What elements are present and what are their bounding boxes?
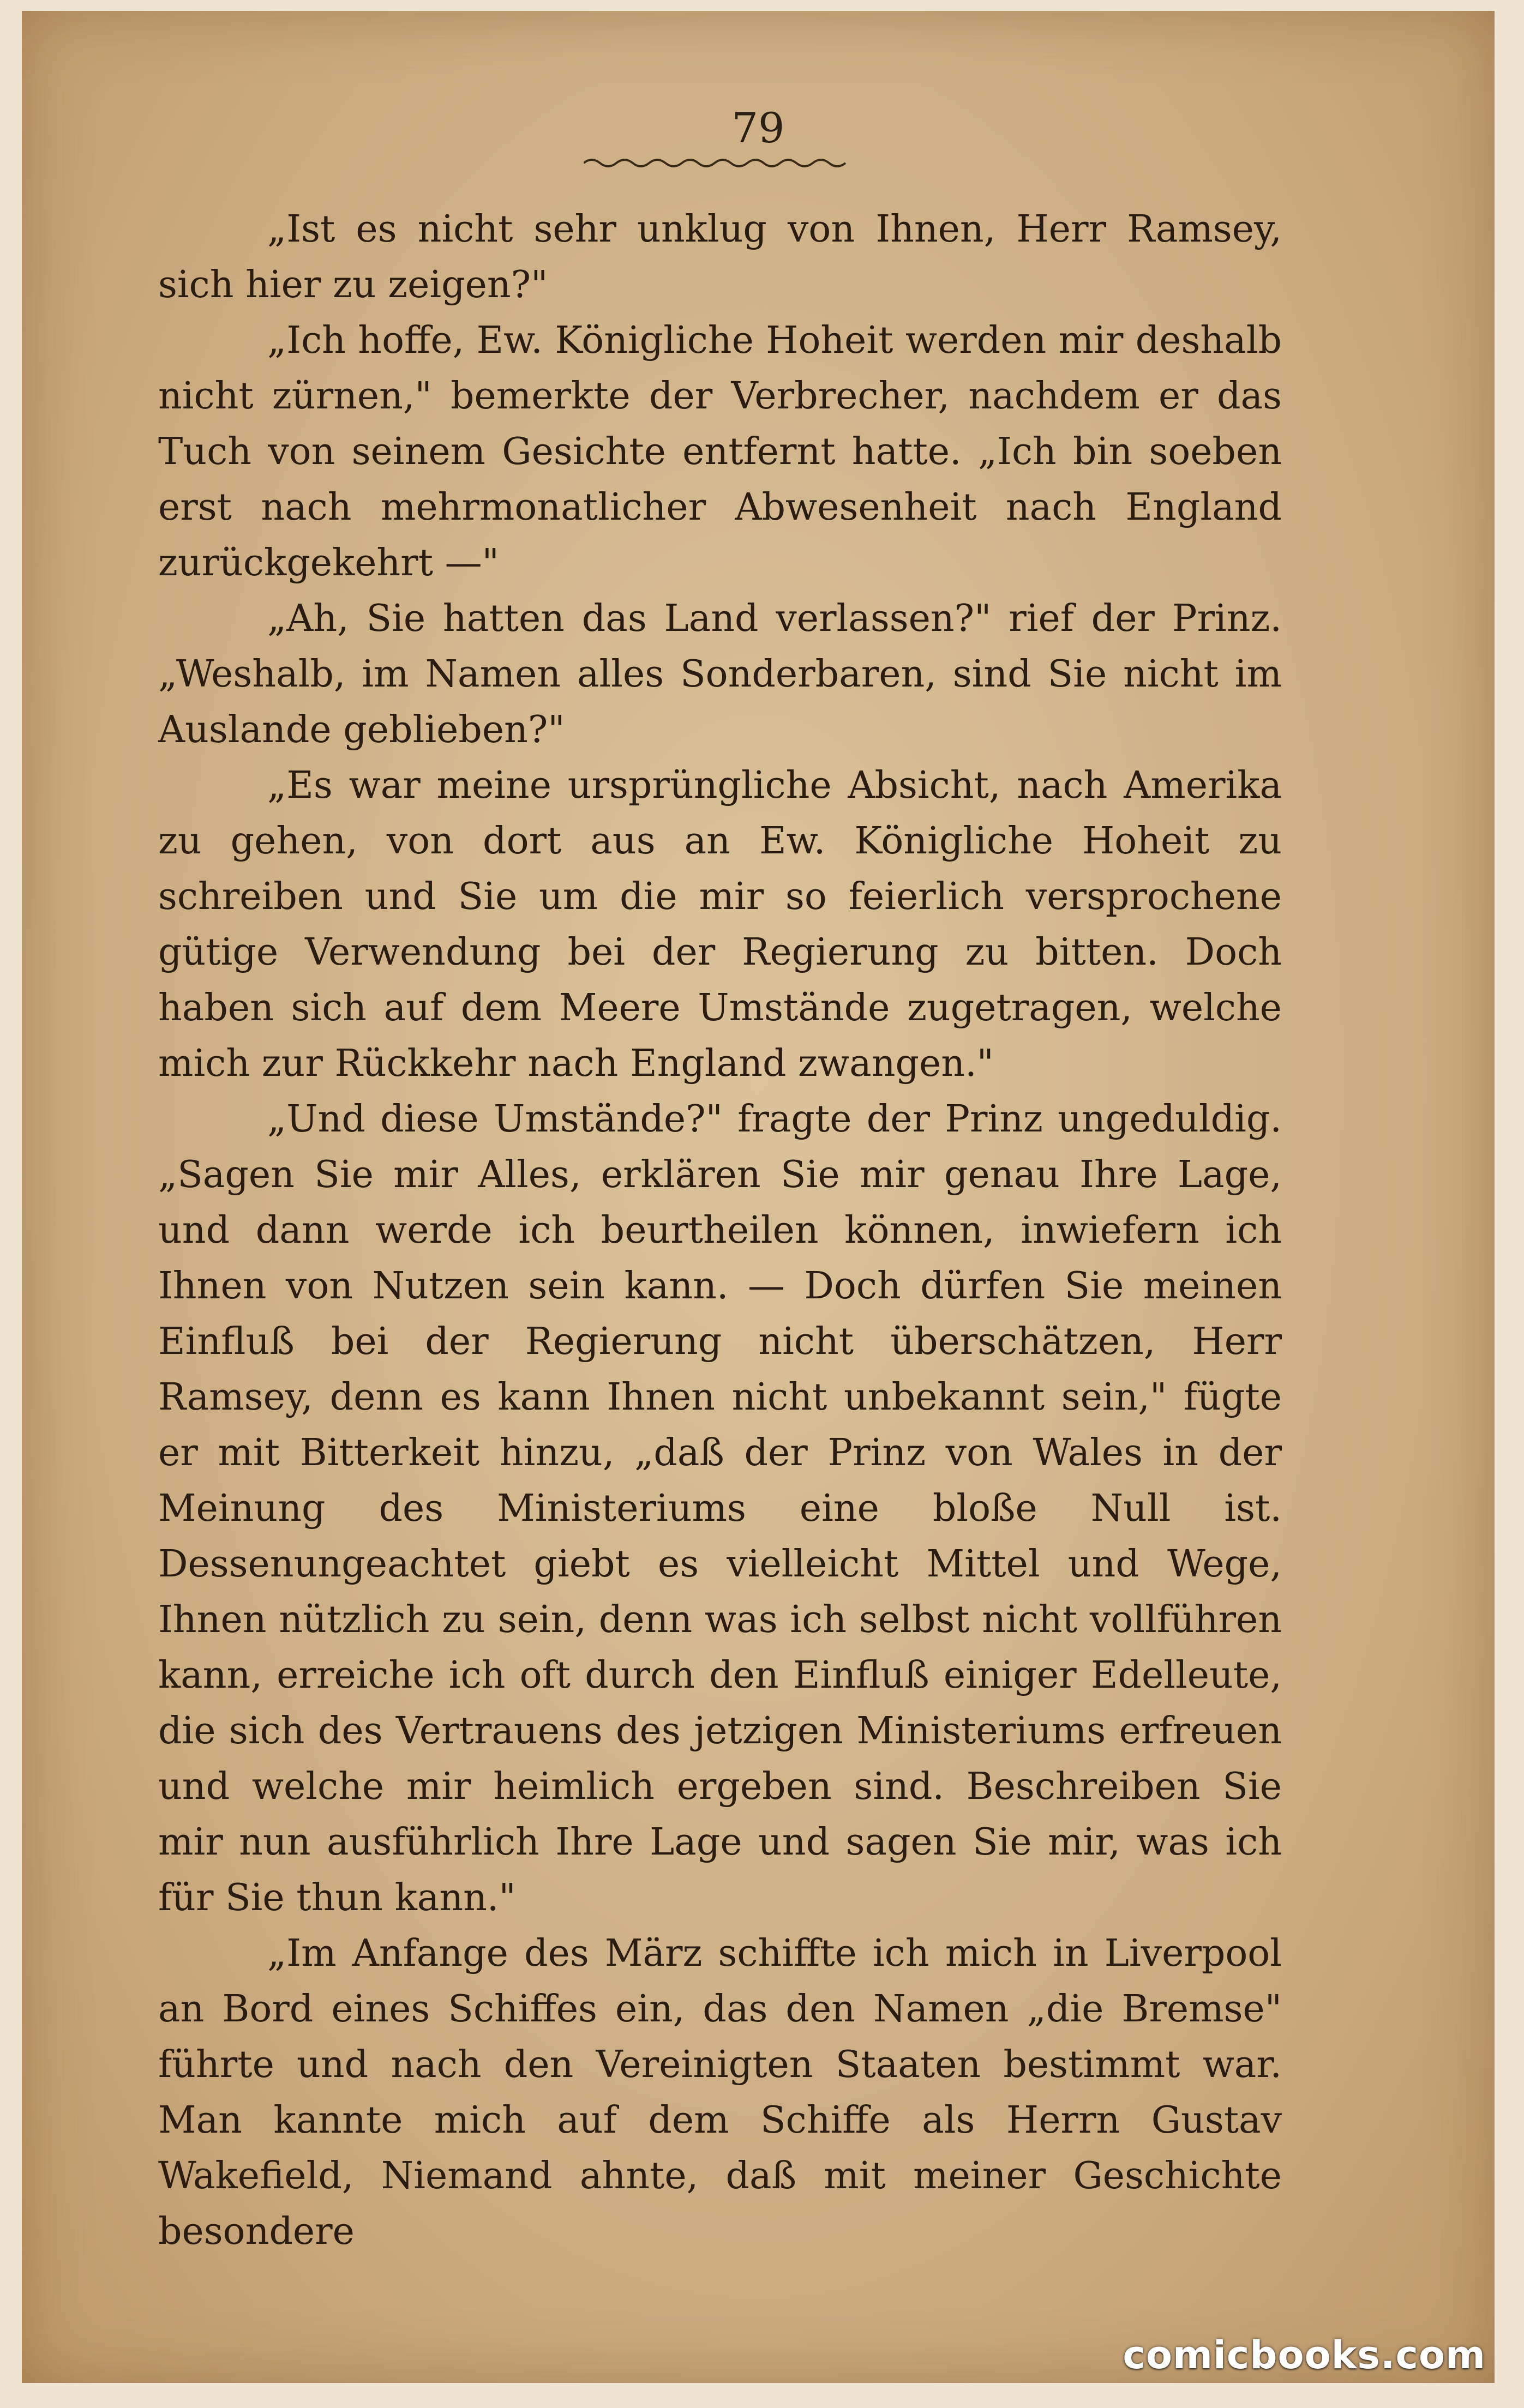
paragraph: „Es war meine ursprüngliche Absicht, nach Amerika zu gehen, von dort aus an Ew. Königliche Hoheit zu schreiben und Sie um die mir so feierlich versprochene gütige Verwendung bei der Regierung zu bitten. Doch haben sich auf dem Meere Umstände zugetragen, welche mich zur Rückkehr nach England zwangen." bbox=[158, 764, 1282, 1085]
paragraph: „Ich hoffe, Ew. Königliche Hoheit werden mir deshalb nicht zürnen," bemerkte der Verbrecher, nachdem er das Tuch von seinem Gesichte entfernt hatte. „Ich bin soeben erst nach mehrmonatlicher Abwesenheit nach England zurückgekehrt —" bbox=[158, 319, 1282, 585]
paragraph: „Ist es nicht sehr unklug von Ihnen, Herr Ramsey, sich hier zu zeigen?" bbox=[158, 208, 1282, 306]
paragraph: „Und diese Umstände?" fragte der Prinz ungeduldig. „Sagen Sie mir Alles, erklären Sie mir genau Ihre Lage, und dann werde ich beurtheilen können, inwiefern ich Ihnen von Nutzen sein kann. — Doch dürfen Sie meinen Einfluß bei der Regierung nicht überschätzen, Herr Ramsey, denn es kann Ihnen nicht unbekannt sein," fügte er mit Bitterkeit hinzu, „daß der Prinz von Wales in der Meinung des Ministeriums eine bloße Null ist. Dessenungeachtet giebt es vielleicht Mittel und Wege, Ihnen nützlich zu sein, denn was ich selbst nicht vollführen kann, erreiche ich oft durch den Einfluß einiger Edelleute, die sich des Vertrauens des jetzigen Ministeriums erfreuen und welche mir heimlich ergeben sind. Beschreiben Sie mir nun ausführlich Ihre Lage und sagen Sie mir, was ich für Sie thun kann." bbox=[158, 1098, 1282, 1919]
paragraph: „Im Anfange des März schiffte ich mich in Liverpool an Bord eines Schiffes ein, das den Namen „die Bremse" führte und nach den Vereinigten Staaten bestimmt war. Man kannte mich auf dem Schiffe als Herrn Gustav Wakefield, Niemand ahnte, daß mit meiner Geschichte besondere bbox=[158, 1932, 1282, 2253]
paragraph: „Ah, Sie hatten das Land verlassen?" rief der Prinz. „Weshalb, im Namen alles Sonderbaren, sind Sie nicht im Auslande geblieben?" bbox=[158, 597, 1282, 751]
header-ornament bbox=[584, 155, 856, 171]
page-number: 79 bbox=[731, 104, 785, 152]
watermark: comicbooks.com bbox=[1123, 2333, 1486, 2377]
body-text bbox=[158, 202, 1282, 2260]
book-page bbox=[22, 11, 1495, 2383]
